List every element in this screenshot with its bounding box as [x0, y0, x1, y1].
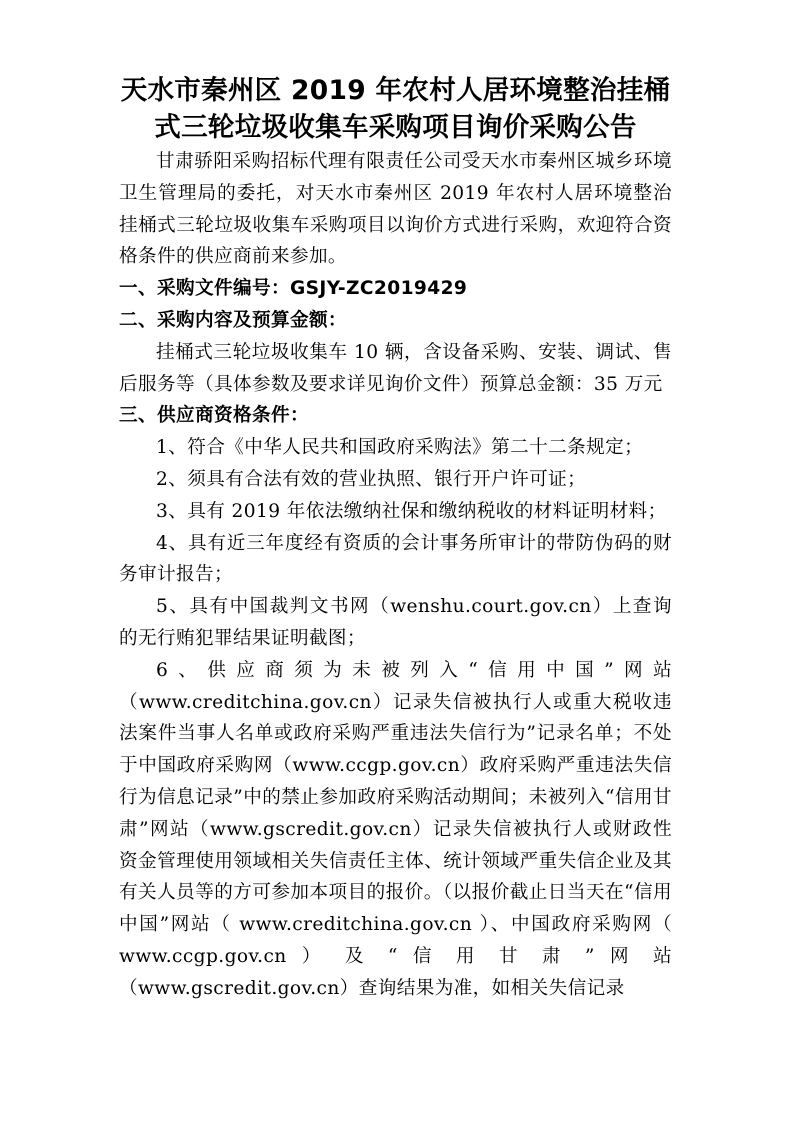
requirement-5: 5、具有中国裁判文书网（wenshu.court.gov.cn）上查询的无行贿犯罪结果证明截图； — [119, 596, 672, 649]
requirement-1: 1、符合《中华人民共和国政府采购法》第二十二条规定； — [156, 437, 644, 459]
section-2-heading: 二、采购内容及预算金额： — [119, 309, 347, 331]
intro-paragraph: 甘肃骄阳采购招标代理有限责任公司受天水市秦州区城乡环境卫生管理局的委托，对天水市秦州区 2019 年农村人居环境整治挂桶式三轮垃圾收集车采购项目以询价方式进行采购，欢迎符合资格条件的供应商前来参加。 — [119, 151, 672, 268]
section-3-heading: 三、供应商资格条件： — [119, 405, 309, 427]
section-2-paragraph: 挂桶式三轮垃圾收集车 10 辆，含设备采购、安装、调试、售后服务等（具体参数及要求详见询价文件）预算总金额：35 万元 — [119, 341, 672, 395]
requirement-2: 2、须具有合法有效的营业执照、银行开户许可证； — [156, 468, 587, 490]
document-title: 天水市秦州区 2019 年农村人居环境整治挂桶式三轮垃圾收集车采购项目询价采购公告 — [120, 75, 671, 143]
requirement-6: 6、供应商须为未被列入“信用中国”网站（www.creditchina.gov.cn）记录失信被执行人或重大税收违法案件当事人名单或政府采购严重违法失信行为”记录名单；不处于中国政府采购网（www.ccgp.gov.cn）政府采购严重违法失信行为信息记录”中的禁止参加政府采购活动期间；未被列入“信用甘肃”网站（www.gscredit.gov.cn）记录失信被执行人或财政性资金管理使用领域相关失信责任主体、统计领域严重失信企业及其有关人员等的方可参加本项目的报价。（以报价截止日当天在“信用中国”网站（ www.creditchina.gov.cn ）、中国政府采购网（ www.ccgp.gov.cn ） 及 “ 信 用 甘 肃 ” 网 站（www.gscredit.gov.cn）查询结果为准，如相关失信记录 — [119, 659, 672, 999]
document-body — [119, 146, 672, 1005]
document-page — [119, 72, 672, 1005]
section-1-heading: 一、采购文件编号：GSJY-ZC2019429 — [119, 278, 468, 300]
requirement-3: 3、具有 2019 年依法缴纳社保和缴纳税收的材料证明材料； — [156, 500, 667, 522]
requirement-4: 4、具有近三年度经有资质的会计事务所审计的带防伪码的财务审计报告； — [119, 532, 672, 586]
